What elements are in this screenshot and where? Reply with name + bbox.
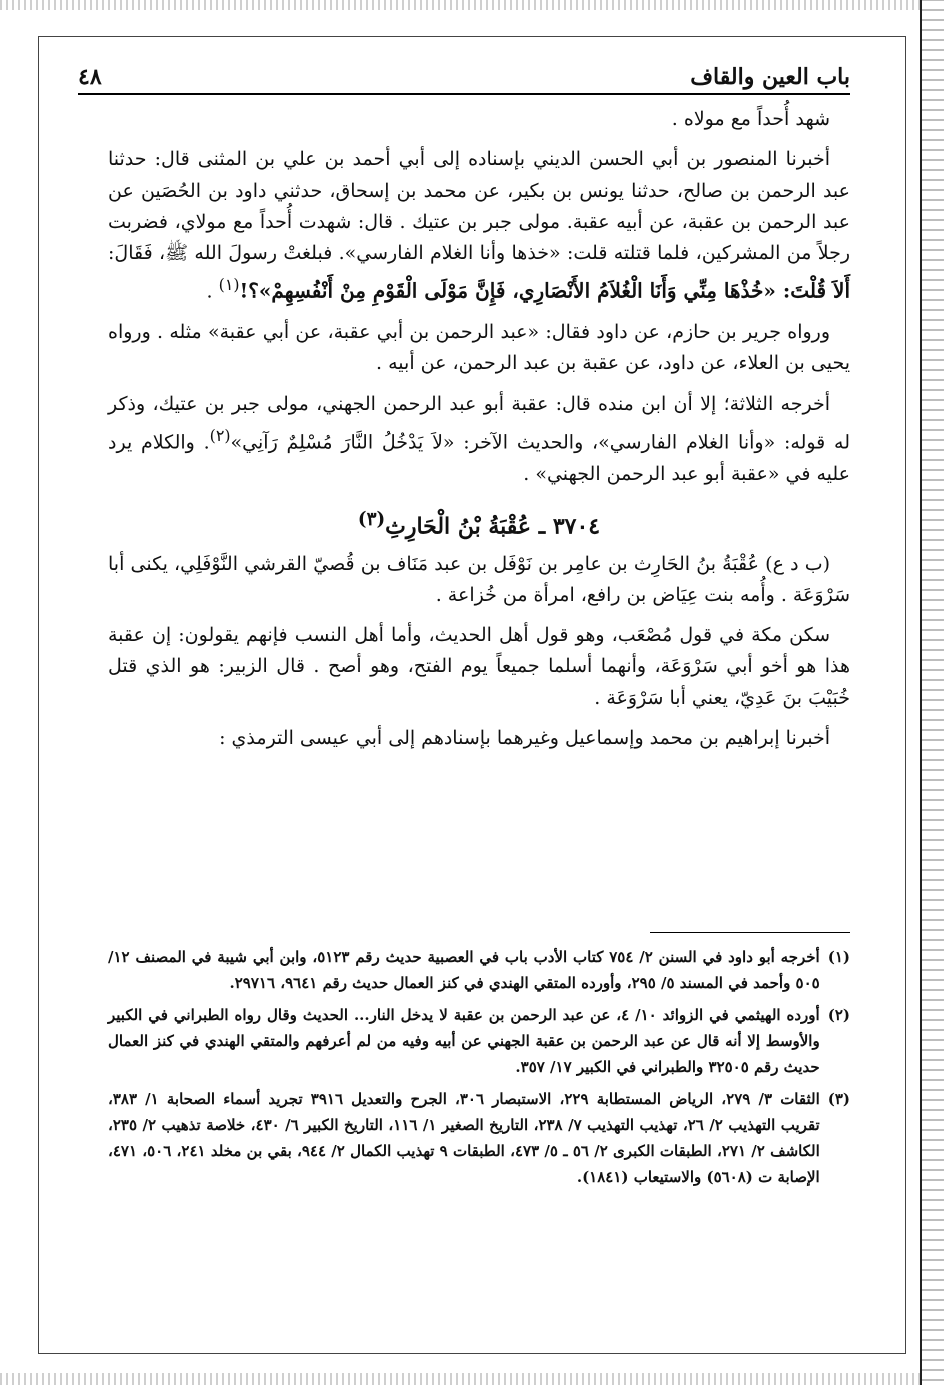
footnote — [108, 1002, 850, 1080]
main-text — [108, 104, 850, 763]
footnote-number: (٣) — [827, 1090, 850, 1108]
footnote-number: (١) — [827, 948, 850, 966]
page-edge-pattern — [920, 0, 944, 1385]
entry-title — [108, 504, 850, 543]
paragraph-4 — [108, 389, 850, 490]
footnote-text: أخرجه أبو داود في السنن ٢/ ٧٥٤ كتاب الأدب باب في العصبية حديث رقم ٥١٢٣، وابن أبي شيبة في المصنف ١٢/ ٥٠٥ وأحمد في المسند ٥/ ٢٩٥، وأورده المتقي الهندي في كنز العمال حديث رقم ٩٦٤١، ٢٩٧١٦. — [108, 948, 820, 992]
paragraph-2: أخبرنا المنصور بن أبي الحسن الديني بإسناده إلى أبي أحمد بن علي بن المثنى قال: حدثنا عبد الرحمن بن صالح، حدثنا يونس بن بكير، عن محمد بن إسحاق، حدثني داود بن الحُصَين عن عبد الرحمن بن عقبة، عن أبيه عقبة. مولى جبر بن عتيك . قال: شهدت أُحداً مع مولاي، فضربت رجلاً من المشركين، فلما قتلته قلت: «خذها وأنا الغلام الفارسي». فبلغتْ رسولَ الله ﷺ، فَقَالَ: أَلاَ قُلْتَ: «خُذْهَا مِنِّي وَأَنَا الْغُلاَمُ الأَنْصَارِي، فَإِنَّ مَوْلَى الْقَوْمِ مِنْ أَنْفُسِهِمْ»؟!$^{(١)}$ . — [108, 148, 850, 303]
footnote-rule — [650, 932, 850, 933]
section-title: باب العين والقاف — [690, 64, 850, 90]
paragraph-5: (ب د ع) عُقْبَةُ بنُ الحَارِث بن عامِر بن نَوْفَل بن عبد مَنَاف بن قُصيّ القرشي النَّوْفَلِي، يكنى أبا سَرْوَعَة . وأُمه بنت عِيَاض بن رافع، امرأة من خُزاعة . — [108, 552, 850, 606]
paragraph-4-text: أخرجه الثلاثة؛ إلا أن ابن منده قال: عقبة أبو عبد الرحمن الجهني، مولى جبر بن عتيك، وذكر له قوله: «وأنا الغلام الفارسي»، والحديث الآخر: «لاَ يَدْخُلُ النَّارَ مُسْلِمٌ رَآنِي» — [108, 392, 851, 454]
running-header — [78, 52, 850, 90]
header-rule — [78, 93, 850, 95]
paragraph-4-end: . والكلام يرد عليه في «عقبة أبو عبد الرحمن الجهني» . — [108, 431, 850, 485]
page-number: ٤٨ — [78, 64, 102, 90]
footnote-ref-1: (١) — [218, 275, 240, 295]
paragraph-6: سكن مكة في قول مُصْعَب، وهو قول أهل الحديث، وأما أهل النسب فإنهم يقولون: إن عقبة هذا هو أخو أبي سَرْوَعَة، وأنهما أسلما جميعاً يوم الفتح، وهو أصح . قال الزبير: هو الذي قتل خُبَيْبَ بنَ عَدِيّ، يعني أبا سَرْوَعَة . — [108, 624, 850, 709]
paragraph-3: ورواه جرير بن حازم، عن داود فقال: «عبد الرحمن بن أبي عقبة، عن أبي عقبة» مثله . ورواه يحيى بن العلاء، عن داود، عن عقبة بن عبد الرحمن، عن أبيه . — [108, 321, 850, 375]
footnote-text: الثقات ٣/ ٢٧٩، الرياض المستطابة ٢٢٩، الاستبصار ٣٠٦، الجرح والتعديل ٣٩١٦ تجريد أسماء الصحابة ١/ ٣٨٣، تقريب التهذيب ٢/ ٢٦، تهذيب التهذيب ٧/ ٢٣٨، التاريخ الصغير ١/ ١١٦، التاريخ الكبير ٦/ ٤٣٠، خلاصة تذهيب ٢/ ٢٣٥، الكاشف ٢/ ٢٧١، الطبقات الكبرى ٢/ ٥٦ ـ ٥/ ٤٧٣، الطبقات ٩ تهذيب الكمال ٢/ ٩٤٤، بقي بن مخلد ٢٤١، ٥٠٦، ٤٧١، الإصابة ت (٥٦٠٨) والاستيعاب (١٨٤١). — [108, 1090, 820, 1186]
footnote-text: أورده الهيثمي في الزوائد ١٠/ ٤، عن عبد الرحمن بن عقبة لا يدخل النار... الحديث وقال رواه الطبراني في الكبير والأوسط إلا أنه قال عن عبد الرحمن بن عقبة الجهني عن أبيه وفيه من لم أعرفهم والمتقي الهندي في كنز العمال حديث رقم ٣٢٥٠٥ والطبراني في الكبير ١٧/ ٣٥٧. — [108, 1006, 820, 1076]
hadith-quote: أَلاَ قُلْتَ: «خُذْهَا مِنِّي وَأَنَا الْغُلاَمُ الأَنْصَارِي، فَإِنَّ مَوْلَى الْقَوْمِ مِنْ أَنْفُسِهِمْ»؟! — [239, 278, 850, 303]
footnote — [108, 944, 850, 996]
footnote-ref-3: (٣) — [357, 508, 386, 530]
paragraph-1: شهد أُحداً مع مولاه . — [671, 108, 830, 130]
footnote-number: (٢) — [827, 1006, 850, 1024]
paragraph-2-text: أخبرنا المنصور بن أبي الحسن الديني بإسناده إلى أبي أحمد بن علي بن المثنى قال: حدثنا عبد الرحمن بن صالح، حدثنا يونس بن بكير، عن محمد بن إسحاق، حدثني داود بن الحُصَين عن عبد الرحمن بن عقبة، عن أبيه عقبة. مولى جبر بن عتيك . قال: شهدت أُحداً مع مولاي، فضربت رجلاً من المشركين، فلما قتلته قلت: «خذها وأنا الغلام الفارسي». فبلغتْ رسولَ الله ﷺ، فَقَالَ: — [108, 148, 850, 265]
footnote — [108, 1086, 850, 1190]
footnotes — [108, 944, 850, 1196]
paragraph-7: أخبرنا إبراهيم بن محمد وإسماعيل وغيرهما بإسنادهم إلى أبي عيسى الترمذي : — [219, 727, 830, 750]
entry-title-text: ٣٧٠٤ ـ عُقْبَةُ بْنُ الْحَارِثِ — [385, 513, 601, 540]
footnote-ref-2: (٢) — [209, 426, 231, 445]
